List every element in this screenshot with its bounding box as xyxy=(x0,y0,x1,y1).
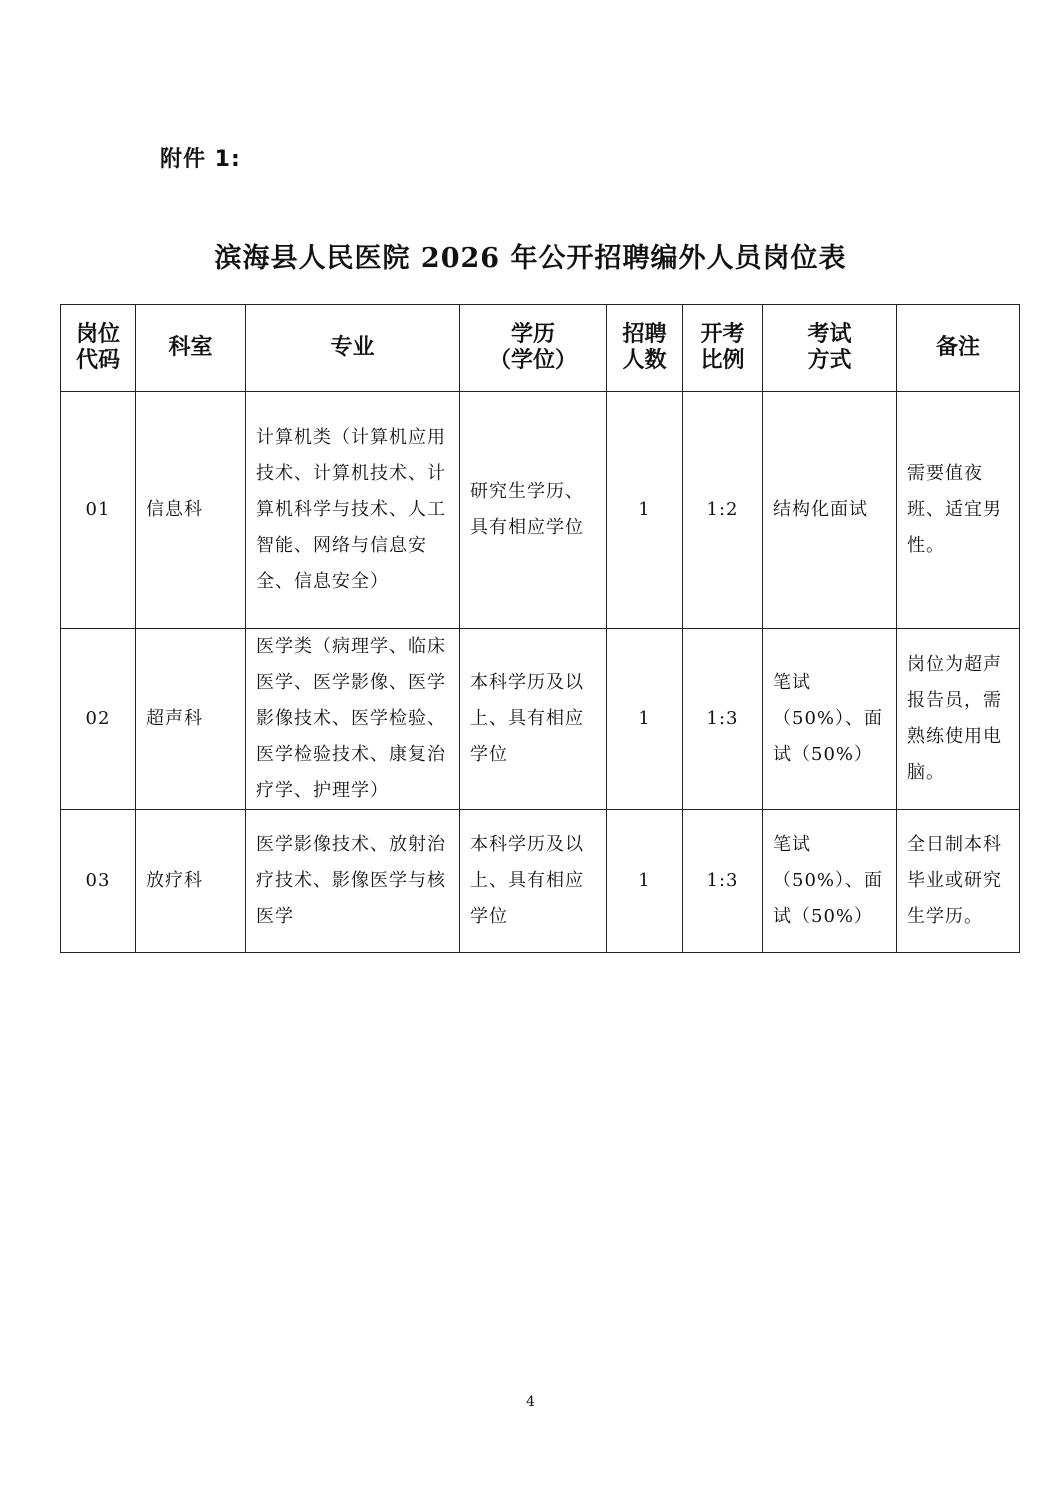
header-notes: 备注 xyxy=(897,305,1020,392)
cell-major: 医学类（病理学、临床医学、医学影像、医学影像技术、医学检验、医学检验技术、康复治疗学、护理学） xyxy=(246,629,460,810)
header-education-line-1: 学历 xyxy=(510,322,555,347)
header-ratio-line-1: 开考 xyxy=(700,322,745,347)
cell-count: 1 xyxy=(607,629,683,810)
cell-code: 03 xyxy=(61,810,136,953)
cell-code: 02 xyxy=(61,629,136,810)
cell-count: 1 xyxy=(607,810,683,953)
header-major: 专业 xyxy=(246,305,460,392)
header-count xyxy=(607,305,683,392)
cell-notes: 全日制本科毕业或研究生学历。 xyxy=(897,810,1020,953)
table-row xyxy=(61,629,1020,810)
cell-major: 医学影像技术、放射治疗技术、影像医学与核医学 xyxy=(246,810,460,953)
cell-ratio: 1:2 xyxy=(683,392,763,629)
header-count-line-2: 人数 xyxy=(622,348,667,373)
header-code xyxy=(61,305,136,392)
header-count-line-1: 招聘 xyxy=(622,322,667,347)
cell-notes: 岗位为超声报告员，需熟练使用电脑。 xyxy=(897,629,1020,810)
header-education-line-2: （学位） xyxy=(488,348,577,373)
cell-department: 信息科 xyxy=(136,392,246,629)
cell-ratio: 1:3 xyxy=(683,810,763,953)
cell-notes: 需要值夜班、适宜男性。 xyxy=(897,392,1020,629)
page-number: 4 xyxy=(526,1394,535,1410)
table-header-row xyxy=(61,305,1020,392)
header-exam-line-2: 方式 xyxy=(807,348,852,373)
cell-exam: 笔试（50%）、面试（50%） xyxy=(763,810,897,953)
cell-code: 01 xyxy=(61,392,136,629)
recruitment-table xyxy=(60,304,1020,953)
header-exam xyxy=(763,305,897,392)
cell-department: 超声科 xyxy=(136,629,246,810)
cell-education: 本科学历及以上、具有相应学位 xyxy=(460,810,607,953)
document-title: 滨海县人民医院 2026 年公开招聘编外人员岗位表 xyxy=(214,243,847,274)
cell-exam: 笔试（50%）、面试（50%） xyxy=(763,629,897,810)
header-exam-line-1: 考试 xyxy=(807,322,852,347)
header-education xyxy=(460,305,607,392)
cell-education: 本科学历及以上、具有相应学位 xyxy=(460,629,607,810)
header-department: 科室 xyxy=(136,305,246,392)
cell-count: 1 xyxy=(607,392,683,629)
attachment-label: 附件 1: xyxy=(160,147,241,172)
cell-department: 放疗科 xyxy=(136,810,246,953)
cell-ratio: 1:3 xyxy=(683,629,763,810)
cell-education: 研究生学历、具有相应学位 xyxy=(460,392,607,629)
header-ratio xyxy=(683,305,763,392)
table-row xyxy=(61,392,1020,629)
header-code-line-2: 代码 xyxy=(75,348,120,373)
cell-major: 计算机类（计算机应用技术、计算机技术、计算机科学与技术、人工智能、网络与信息安全、信息安全） xyxy=(246,392,460,629)
header-ratio-line-2: 比例 xyxy=(700,348,745,373)
header-code-line-1: 岗位 xyxy=(75,322,120,347)
table-row xyxy=(61,810,1020,953)
cell-exam: 结构化面试 xyxy=(763,392,897,629)
